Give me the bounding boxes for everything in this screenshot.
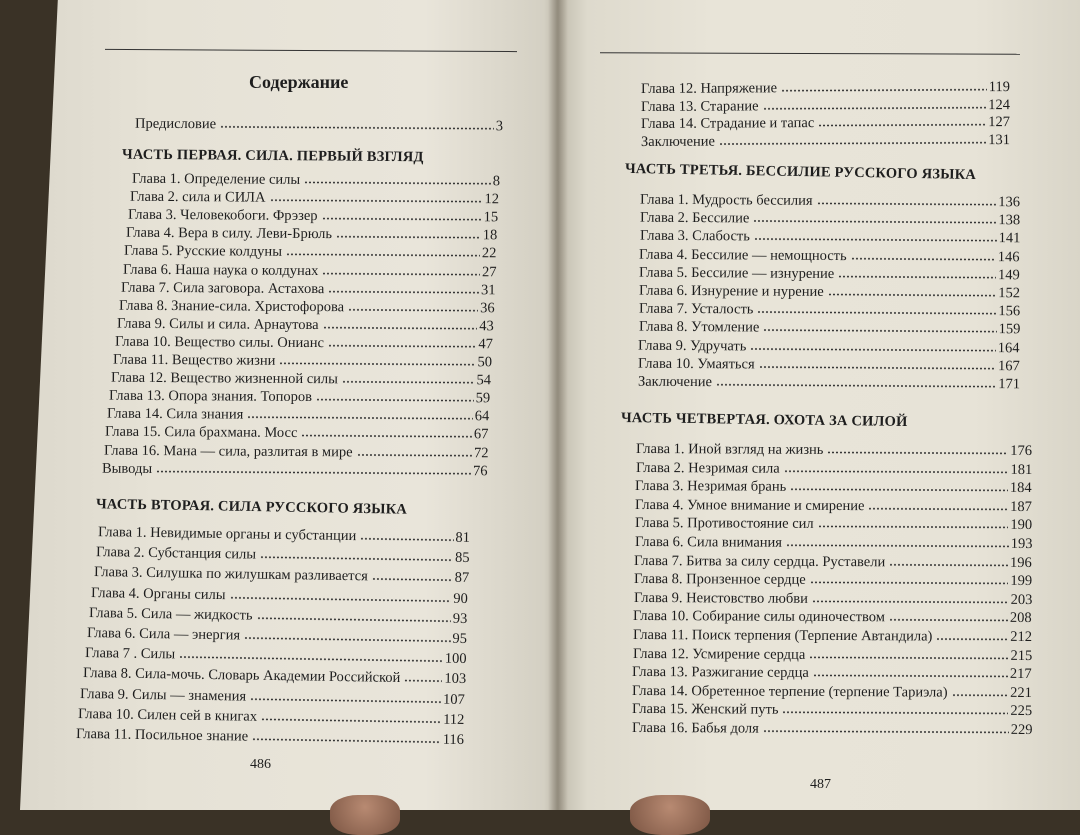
toc-entry xyxy=(636,460,1032,478)
dot-leader xyxy=(751,338,997,352)
entry-page-number: 18 xyxy=(483,227,498,244)
toc-entry xyxy=(634,534,1032,552)
dot-leader xyxy=(810,572,1009,585)
dot-leader xyxy=(244,627,451,642)
entry-page-number: 124 xyxy=(988,96,1011,113)
dot-leader xyxy=(248,407,474,421)
entry-page-number: 103 xyxy=(443,671,466,688)
dot-leader xyxy=(813,665,1008,678)
entry-page-number: 43 xyxy=(479,318,494,335)
toc-entry xyxy=(636,441,1032,459)
toc-entry xyxy=(115,334,493,353)
dot-leader xyxy=(252,729,441,744)
entry-title: Глава 10. Вещество силы. Онианс xyxy=(114,333,324,352)
dot-leader xyxy=(782,702,1008,715)
toc-entry xyxy=(639,301,1020,320)
toc-entry xyxy=(639,283,1020,302)
entry-title: Глава 8. Утомление xyxy=(638,319,760,336)
book-spine xyxy=(548,0,568,810)
entry-page-number: 217 xyxy=(1010,666,1033,683)
dot-leader xyxy=(936,629,1008,641)
dot-leader xyxy=(286,244,480,257)
dot-leader xyxy=(783,460,1008,473)
entry-page-number: 127 xyxy=(988,114,1011,131)
toc-entry xyxy=(135,116,503,135)
dot-leader xyxy=(322,208,482,221)
dot-leader xyxy=(220,116,494,130)
entry-page-number: 87 xyxy=(454,570,469,587)
entry-page-number: 59 xyxy=(475,390,491,407)
dot-leader xyxy=(328,335,477,348)
entry-title: Глава 8. Пронзенное сердце xyxy=(633,571,806,589)
dot-leader xyxy=(791,479,1009,492)
toc-entry xyxy=(126,225,497,244)
dot-leader xyxy=(270,190,483,203)
dot-leader xyxy=(328,281,479,294)
toc-entry xyxy=(633,608,1032,626)
toc-entry xyxy=(641,79,1010,97)
toc-entry xyxy=(638,374,1020,393)
entry-page-number: 131 xyxy=(988,131,1011,148)
dot-leader xyxy=(302,425,473,438)
entry-page-number: 159 xyxy=(998,321,1021,338)
entry-title: Глава 10. Собирание силы одиночеством xyxy=(633,608,886,626)
dot-leader xyxy=(356,444,472,457)
dot-leader xyxy=(261,709,441,724)
dot-leader xyxy=(827,442,1008,455)
entry-title: Глава 14. Страдание и тапас xyxy=(640,115,815,132)
entry-title: Глава 14. Сила знания xyxy=(107,405,244,423)
toc-entry xyxy=(632,683,1032,701)
dot-leader xyxy=(818,114,986,127)
dot-leader xyxy=(809,646,1008,659)
toc-entry xyxy=(640,192,1020,211)
entry-page-number: 225 xyxy=(1010,703,1033,720)
dot-leader xyxy=(322,263,480,276)
dot-leader xyxy=(952,684,1009,696)
entry-title: Глава 1. Мудрость бессилия xyxy=(639,191,813,209)
entry-title: Глава 3. Незримая брань xyxy=(635,478,787,495)
entry-page-number: 171 xyxy=(998,376,1021,393)
entry-title: Глава 11. Посильное знание xyxy=(75,725,249,745)
entry-title: Заключение xyxy=(637,373,713,391)
entry-page-number: 193 xyxy=(1010,535,1033,553)
entry-title: Глава 4. Органы силы xyxy=(91,584,227,603)
toc-entry xyxy=(102,460,488,479)
entry-title: Глава 8. Знание-сила. Христофорова xyxy=(118,297,344,315)
entry-title: Глава 9. Силы — знамения xyxy=(80,685,247,705)
dot-leader xyxy=(828,284,997,297)
entry-page-number: 27 xyxy=(481,263,497,280)
toc-entry xyxy=(634,590,1032,608)
entry-title: Глава 3. Силушка по жилушкам разливается xyxy=(93,564,368,585)
page-title: Содержание xyxy=(249,72,349,92)
entry-page-number: 107 xyxy=(443,691,466,708)
entry-title: Глава 1. Невидимые органы и субстанции xyxy=(97,524,357,545)
part-heading: ЧАСТЬ ПЕРВАЯ. СИЛА. ПЕРВЫЙ ВЗГЛЯД xyxy=(121,146,424,166)
dot-leader xyxy=(348,299,478,312)
entry-title: Глава 12. Усмирение сердца xyxy=(632,645,806,663)
entry-title: Глава 3. Человекобоги. Фрэзер xyxy=(128,206,318,225)
entry-title: Глава 13. Разжигание сердца xyxy=(632,664,810,682)
entry-page-number: 22 xyxy=(482,245,497,262)
entry-title: Глава 1. Иной взгляд на жизнь xyxy=(635,440,824,458)
toc-entry xyxy=(117,315,494,334)
toc-entry xyxy=(641,132,1010,150)
entry-title: Глава 12. Напряжение xyxy=(640,80,778,97)
dot-leader xyxy=(757,302,996,316)
entry-title: Глава 2. Бессилие xyxy=(639,209,750,227)
entry-title: Предисловие xyxy=(134,115,217,133)
entry-page-number: 93 xyxy=(452,610,468,627)
entry-page-number: 164 xyxy=(998,339,1021,356)
dot-leader xyxy=(869,498,1009,511)
part-heading: ЧАСТЬ ВТОРАЯ. СИЛА РУССКОГО ЯЗЫКА xyxy=(95,496,408,518)
toc-entry xyxy=(632,701,1032,719)
dot-leader xyxy=(817,516,1008,529)
dot-leader xyxy=(762,97,986,110)
entry-page-number: 100 xyxy=(444,650,467,668)
dot-leader xyxy=(179,647,443,663)
entry-title: Глава 6. Сила — энергия xyxy=(86,625,241,644)
dot-leader xyxy=(304,172,491,185)
entry-page-number: 54 xyxy=(476,372,492,389)
dot-leader xyxy=(716,374,996,388)
entry-page-number: 47 xyxy=(478,336,493,353)
toc-entry xyxy=(122,261,496,280)
entry-title: Глава 12. Вещество жизненной силы xyxy=(111,369,339,388)
entry-title: Глава 7. Битва за силу сердца. Руставели xyxy=(634,552,886,570)
entry-page-number: 152 xyxy=(998,285,1021,302)
entry-page-number: 190 xyxy=(1010,517,1033,534)
toc-entry xyxy=(107,406,489,425)
entry-title: Глава 6. Сила внимания xyxy=(634,533,782,551)
entry-title: Глава 13. Опора знания. Топоров xyxy=(109,387,313,406)
entry-page-number: 72 xyxy=(473,444,489,461)
toc-entry xyxy=(111,370,491,389)
toc-entry xyxy=(103,442,488,461)
dot-leader xyxy=(260,547,453,562)
toc-entry xyxy=(633,627,1032,645)
entry-page-number: 67 xyxy=(474,426,489,443)
toc-entry xyxy=(132,171,500,190)
toc-entry xyxy=(633,646,1032,664)
dot-leader xyxy=(781,79,987,92)
dot-leader xyxy=(316,389,474,402)
entry-title: Глава 4. Бессилие — немощность xyxy=(639,246,848,264)
toc-entry xyxy=(639,264,1020,283)
entry-page-number: 136 xyxy=(998,194,1021,211)
toc-entry xyxy=(638,337,1020,356)
dot-leader xyxy=(785,535,1008,548)
entry-page-number: 184 xyxy=(1010,480,1033,497)
entry-title: Глава 9. Силы и сила. Арнаутова xyxy=(116,315,319,333)
entry-page-number: 141 xyxy=(998,230,1021,247)
thumb xyxy=(630,795,710,835)
dot-leader xyxy=(336,226,481,239)
entry-page-number: 36 xyxy=(479,299,495,316)
entry-page-number: 85 xyxy=(454,549,470,567)
toc-entry xyxy=(635,497,1032,515)
toc-entry xyxy=(119,297,495,316)
toc-entry xyxy=(641,97,1010,115)
entry-page-number: 229 xyxy=(1010,721,1033,739)
entry-title: Глава 7. Усталость xyxy=(638,300,754,318)
entry-title: Глава 5. Противостояние сил xyxy=(634,515,814,533)
part-heading: ЧАСТЬ ТРЕТЬЯ. БЕССИЛИЕ РУССКОГО ЯЗЫКА xyxy=(624,160,977,184)
entry-page-number: 146 xyxy=(998,248,1021,265)
entry-title: Глава 8. Сила-мочь. Словарь Академии Российской xyxy=(82,665,401,687)
toc-entry xyxy=(124,243,496,262)
entry-title: Глава 15. Сила брахмана. Мосс xyxy=(105,424,298,442)
entry-page-number: 167 xyxy=(998,357,1021,375)
left-page-number: 486 xyxy=(250,757,271,772)
toc-entry xyxy=(105,424,488,443)
toc-entry xyxy=(632,664,1032,682)
entry-page-number: 199 xyxy=(1010,573,1033,590)
dot-leader xyxy=(250,688,441,703)
entry-page-number: 81 xyxy=(455,529,471,546)
dot-leader xyxy=(851,248,996,261)
entry-page-number: 90 xyxy=(453,590,469,607)
entry-title: Глава 14. Обретенное терпение (терпение Тариэла) xyxy=(632,682,948,701)
dot-leader xyxy=(404,670,442,683)
entry-title: Глава 4. Умное внимание и смирение xyxy=(635,496,865,514)
entry-title: Глава 3. Слабость xyxy=(639,228,750,245)
entry-title: Глава 10. Силен сей в книгах xyxy=(78,705,258,725)
toc-entry xyxy=(634,571,1032,589)
toc-entry xyxy=(113,352,492,371)
entry-title: Глава 5. Русские колдуны xyxy=(124,243,283,261)
entry-title: Выводы xyxy=(101,460,152,477)
dot-leader xyxy=(719,132,986,145)
entry-page-number: 76 xyxy=(472,462,488,479)
entry-page-number: 138 xyxy=(998,212,1021,229)
entry-title: Глава 2. Незримая сила xyxy=(635,459,780,477)
entry-title: Глава 5. Бессилие — изнурение xyxy=(639,264,835,282)
dot-leader xyxy=(817,193,997,206)
dot-leader xyxy=(811,591,1008,604)
dot-leader xyxy=(838,266,996,279)
entry-title: Глава 1. Определение силы xyxy=(131,170,301,188)
entry-page-number: 196 xyxy=(1010,554,1033,571)
toc-entry xyxy=(121,279,496,298)
entry-title: Глава 2. Субстанция силы xyxy=(95,544,256,563)
entry-page-number: 12 xyxy=(484,191,500,208)
entry-title: Глава 10. Умаяться xyxy=(638,355,755,373)
right-page-number: 487 xyxy=(810,777,831,792)
dot-leader xyxy=(371,569,452,582)
toc-entry xyxy=(639,319,1020,338)
entry-page-number: 181 xyxy=(1010,461,1033,478)
toc-entry xyxy=(639,246,1020,265)
entry-page-number: 3 xyxy=(495,118,504,135)
entry-title: Глава 6. Изнурение и нурение xyxy=(638,282,824,300)
entry-page-number: 221 xyxy=(1010,684,1033,701)
toc-entry xyxy=(130,189,499,208)
entry-page-number: 212 xyxy=(1010,628,1033,646)
entry-title: Заключение xyxy=(640,133,715,150)
dot-leader xyxy=(342,371,475,384)
entry-title: Глава 4. Вера в силу. Леви-Брюль xyxy=(126,225,333,243)
entry-page-number: 116 xyxy=(442,731,465,749)
dot-leader xyxy=(322,317,477,330)
thumb xyxy=(330,795,400,835)
toc-entry xyxy=(109,388,490,407)
entry-title: Глава 5. Сила — жидкость xyxy=(89,604,253,624)
entry-title: Глава 11. Вещество жизни xyxy=(112,351,276,369)
entry-title: Глава 9. Удручать xyxy=(638,337,747,355)
toc-entry xyxy=(128,207,498,226)
entry-title: Глава 13. Старание xyxy=(640,97,759,115)
entry-page-number: 156 xyxy=(998,303,1021,320)
entry-title: Глава 6. Наша наука о колдунах xyxy=(122,261,319,279)
dot-leader xyxy=(257,607,452,622)
entry-page-number: 8 xyxy=(492,173,501,190)
entry-page-number: 215 xyxy=(1010,647,1033,664)
entry-page-number: 208 xyxy=(1010,610,1033,627)
dot-leader xyxy=(889,554,1008,567)
entry-page-number: 64 xyxy=(475,408,490,425)
dot-leader xyxy=(753,211,996,225)
entry-title: Глава 7. Сила заговора. Астахова xyxy=(120,279,325,297)
entry-title: Глава 7 . Силы xyxy=(84,645,176,663)
dot-leader xyxy=(889,610,1008,623)
entry-page-number: 119 xyxy=(988,79,1011,96)
dot-leader xyxy=(279,353,475,366)
entry-title: Глава 16. Бабья доля xyxy=(631,719,759,737)
dot-leader xyxy=(762,721,1008,734)
toc-entry xyxy=(634,553,1032,571)
dot-leader xyxy=(759,356,996,370)
toc-entry xyxy=(641,114,1010,132)
entry-page-number: 149 xyxy=(998,266,1021,284)
entry-page-number: 50 xyxy=(477,354,493,371)
toc-entry xyxy=(635,478,1032,496)
entry-page-number: 176 xyxy=(1010,442,1033,460)
toc-entry xyxy=(631,720,1032,738)
toc-entry xyxy=(640,210,1020,229)
entry-title: Глава 9. Неистовство любви xyxy=(633,589,808,607)
entry-title: Глава 16. Мана — сила, разлитая в мире xyxy=(103,442,353,460)
dot-leader xyxy=(753,229,996,243)
toc-entry xyxy=(635,515,1032,533)
toc-entry xyxy=(640,228,1020,247)
entry-page-number: 95 xyxy=(452,630,468,647)
entry-page-number: 15 xyxy=(483,209,499,226)
part-heading: ЧАСТЬ ЧЕТВЕРТАЯ. ОХОТА ЗА СИЛОЙ xyxy=(620,410,908,430)
entry-page-number: 203 xyxy=(1010,591,1033,608)
dot-leader xyxy=(360,528,453,541)
toc-entry xyxy=(638,355,1020,374)
entry-title: Глава 2. сила и СИЛА xyxy=(130,188,266,206)
entry-title: Глава 11. Поиск терпения (Терпение Автандила) xyxy=(632,626,933,645)
dot-leader xyxy=(763,320,996,334)
dot-leader xyxy=(156,461,471,475)
entry-page-number: 31 xyxy=(480,281,496,298)
entry-page-number: 112 xyxy=(443,711,465,728)
entry-page-number: 187 xyxy=(1010,498,1033,515)
entry-title: Глава 15. Женский путь xyxy=(631,701,779,719)
